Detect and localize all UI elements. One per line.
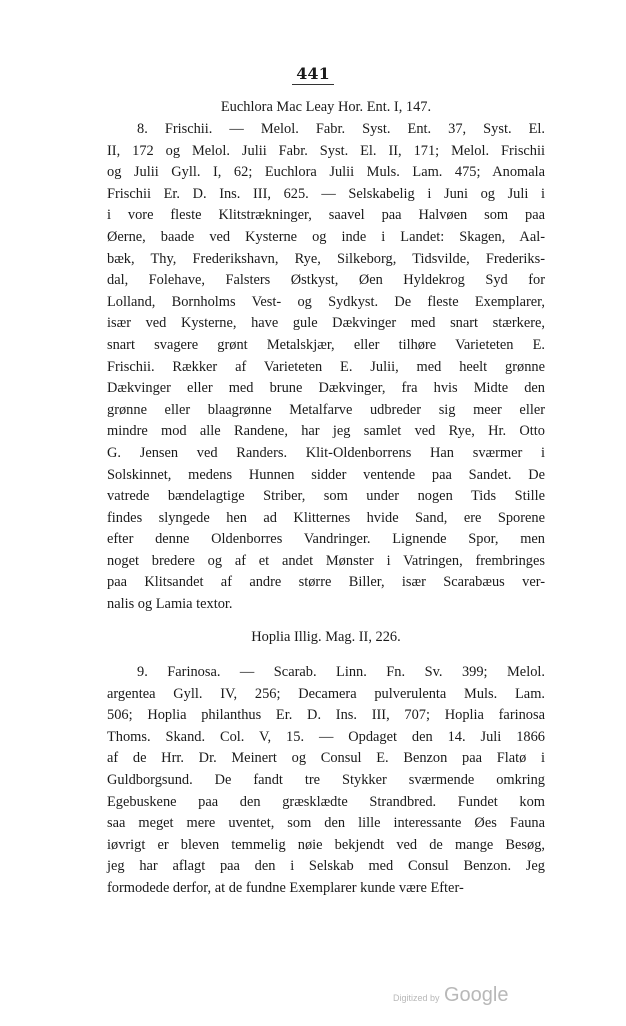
text-line: 8. Frischii. — Melol. Fabr. Syst. Ent. 37, Syst. El. bbox=[137, 121, 545, 137]
page-number: 441 bbox=[0, 64, 626, 85]
text-line: findes slyngede hen ad Klitternes hvide Sand, ere Sporene bbox=[107, 509, 545, 526]
text-line: formodede derfor, at de fundne Exemplarer kunde være Efter- bbox=[107, 879, 464, 896]
text-line: Dækvinger eller med brune Dækvinger, fra hvis Midte den bbox=[107, 380, 545, 397]
text-line: vatrede bændelagtige Striber, som under nogen Tids Stille bbox=[107, 488, 545, 505]
text-line: efter denne Oldenborres Vandringer. Lignende Spor, men bbox=[107, 531, 545, 548]
text-line: saa meget mere uventet, som den lille interessante Øes Fauna bbox=[107, 815, 545, 832]
text-line: Lolland, Bornholms Vest- og Sydkyst. De fleste Exemplarer, bbox=[107, 293, 545, 310]
text-line: Frischii Er. D. Ins. III, 625. — Selskabelig i Juni og Juli i bbox=[107, 185, 545, 202]
genus-heading-euchlora: Euchlora Mac Leay Hor. Ent. I, 147. bbox=[220, 99, 432, 115]
text-line: grønne eller blaagrønne Metalfarve udbreder sig meer eller bbox=[107, 401, 545, 418]
text-line: mindre mod alle Randene, har jeg samlet ved Rye, Hr. Otto bbox=[107, 423, 545, 440]
text-line: paa Klitsandet af andre større Biller, især Scarabæus ver- bbox=[107, 574, 545, 591]
text-line: Guldborgsund. De fandt tre Stykker sværmende omkring bbox=[107, 771, 545, 788]
digitized-by-google-watermark: Digitized by Google bbox=[393, 984, 509, 1006]
text-line: snart svagere grønt Metalskjær, eller tilhøre Varieteten E. bbox=[107, 336, 545, 353]
entry-9-farinosa bbox=[107, 662, 545, 900]
text-line: nalis og Lamia textor. bbox=[107, 596, 233, 613]
text-line: Frischii. Rækker af Varieteten E. Julii, med heelt grønne bbox=[107, 358, 545, 375]
text-line: 506; Hoplia philanthus Er. D. Ins. III, 707; Hoplia farinosa bbox=[107, 707, 545, 724]
text-line: og Julii Gyll. I, 62; Euchlora Julii Muls. Lam. 475; Anomala bbox=[107, 164, 545, 181]
genus-heading-hoplia: Hoplia Illig. Mag. II, 226. bbox=[251, 629, 401, 645]
text-line: II, 172 og Melol. Julii Fabr. Syst. El. II, 171; Melol. Frischii bbox=[107, 142, 545, 159]
entry-8-frischii bbox=[107, 119, 545, 616]
text-line: Egebuskene paa den græsklædte Strandbred. Fundet kom bbox=[107, 793, 545, 810]
text-line: G. Jensen ved Randers. Klit-Oldenborrens Han sværmer i bbox=[107, 444, 545, 461]
text-line: af de Hrr. Dr. Meinert og Consul E. Benzon paa Flatø i bbox=[107, 750, 545, 767]
text-line: dal, Folehave, Falsters Østkyst, Øen Hyldekrog Syd for bbox=[107, 272, 545, 289]
text-line: i vore fleste Klitstrækninger, saavel paa Halvøen som paa bbox=[107, 207, 545, 224]
text-line: jeg har aflagt paa den i Selskab med Consul Benzon. Jeg bbox=[107, 858, 545, 875]
text-line: især ved Kysterne, have gule Dækvinger med snart stærkere, bbox=[107, 315, 545, 332]
text-line: Thoms. Skand. Col. V, 15. — Opdaget den 14. Juli 1866 bbox=[107, 728, 545, 745]
text-line: bæk, Thy, Frederikshavn, Rye, Silkeborg, Tidsvilde, Frederiks- bbox=[107, 250, 545, 267]
text-line: Øerne, baade ved Kysterne og inde i Landet: Skagen, Aal- bbox=[107, 228, 545, 245]
text-line: iøvrigt er bleven temmelig nøie bekjendt ved de mange Besøg, bbox=[107, 836, 545, 853]
text-line: argentea Gyll. IV, 256; Decamera pulverulenta Muls. Lam. bbox=[107, 685, 545, 702]
text-line: 9. Farinosa. — Scarab. Linn. Fn. Sv. 399; Melol. bbox=[137, 664, 545, 680]
text-line: noget bredere og af et andet Mønster i Vatringen, frembringes bbox=[107, 552, 545, 569]
text-line: Solskinnet, medens Hunnen sidder ventende paa Sandet. De bbox=[107, 466, 545, 483]
